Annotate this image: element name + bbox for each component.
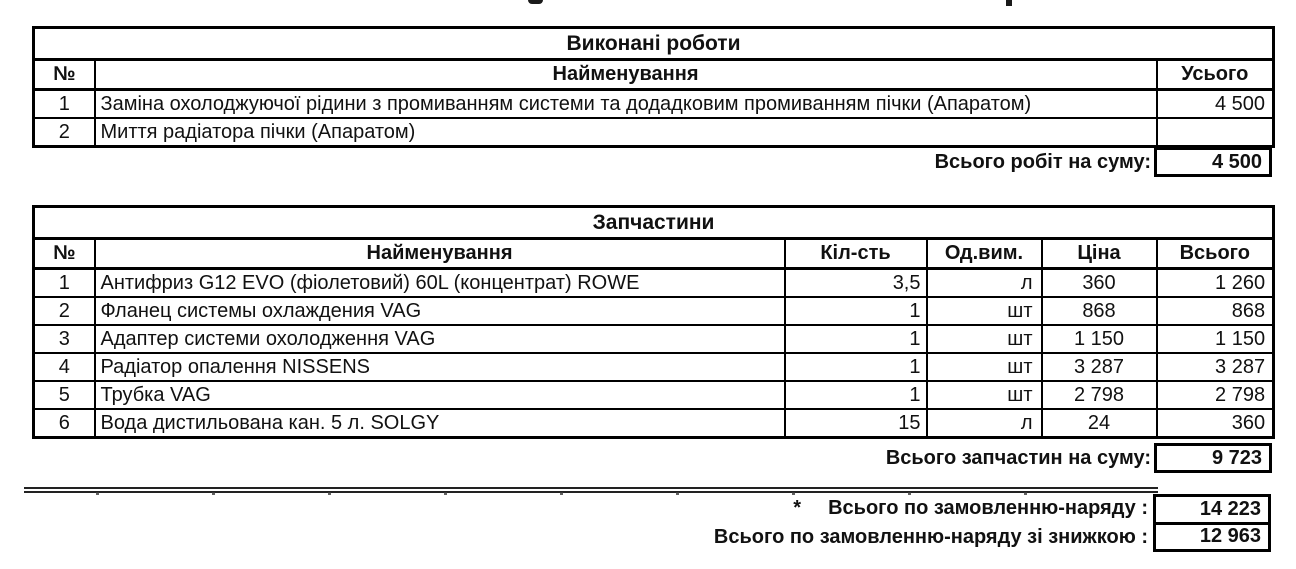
part-row-price: 868 [1042,297,1157,325]
part-row-name: Фланец системы охлаждения VAG [95,297,785,325]
part-row-qty: 1 [785,381,927,409]
work-row-name: Миття радіатора пічки (Апаратом) [95,118,1157,147]
part-row-unit: шт [927,381,1042,409]
table-row [34,381,1274,409]
part-row-unit: л [927,269,1042,298]
cut-off-text-fragment [1006,0,1012,6]
part-row-name: Антифриз G12 EVO (фіолетовий) 60L (концентрат) ROWE [95,269,785,298]
works-table-header-row [34,60,1274,90]
part-row-num: 4 [34,353,95,381]
part-row-unit: шт [927,353,1042,381]
part-row-qty: 15 [785,409,927,438]
parts-table [32,205,1275,439]
parts-col-unit: Од.вим. [927,239,1042,269]
work-row-num: 1 [34,90,95,119]
part-row-num: 6 [34,409,95,438]
work-row-name: Заміна охолоджуючої рідини з промиванням системи та додадковим промиванням пічки (Апаратом) [95,90,1157,119]
grand-total-discount-label-row [32,523,1148,552]
parts-col-total: Всього [1157,239,1274,269]
part-row-name: Адаптер системи охолодження VAG [95,325,785,353]
parts-table-title-row [34,207,1274,239]
table-row [34,118,1274,147]
works-table-title-row [34,28,1274,60]
part-row-price: 24 [1042,409,1157,438]
part-row-total: 868 [1157,297,1274,325]
part-row-total: 360 [1157,409,1274,438]
part-row-qty: 3,5 [785,269,927,298]
grand-total-discount-label: Всього по замовленню-наряду зі знижкою : [713,526,1148,548]
part-row-num: 2 [34,297,95,325]
part-row-qty: 1 [785,353,927,381]
part-row-num: 1 [34,269,95,298]
part-row-qty: 1 [785,325,927,353]
part-row-name: Трубка VAG [95,381,785,409]
parts-total-row [32,443,1272,473]
parts-col-price: Ціна [1042,239,1157,269]
work-row-total [1157,118,1274,147]
part-row-num: 5 [34,381,95,409]
grand-total-values-box [1153,494,1271,552]
part-row-num: 3 [34,325,95,353]
parts-total-value-box: 9 723 [1154,443,1272,473]
grand-total-discount-value: 12 963 [1156,522,1268,550]
table-row [34,269,1274,298]
grand-total-value: 14 223 [1199,497,1261,520]
work-row-total: 4 500 [1157,90,1274,119]
part-row-price: 360 [1042,269,1157,298]
works-col-total: Усього [1157,60,1274,90]
work-row-num: 2 [34,118,95,147]
works-col-name: Найменування [95,60,1157,90]
parts-col-name: Найменування [95,239,785,269]
part-row-price: 3 287 [1042,353,1157,381]
works-table [32,26,1275,148]
part-row-price: 1 150 [1042,325,1157,353]
parts-table-title: Запчастини [34,207,1274,239]
part-row-name: Радіатор опалення NISSENS [95,353,785,381]
table-row [34,353,1274,381]
part-row-total: 3 287 [1157,353,1274,381]
grand-total-label: Всього по замовленню-наряду : [828,497,1148,519]
table-row [34,297,1274,325]
table-row [34,325,1274,353]
works-total-value-box: 4 500 [1154,147,1272,177]
works-col-num: № [34,60,95,90]
part-row-total: 1 260 [1157,269,1274,298]
part-row-unit: л [927,409,1042,438]
parts-table-header-row [34,239,1274,269]
parts-col-qty: Кіл-сть [785,239,927,269]
part-row-unit: шт [927,297,1042,325]
grand-total-label-row [32,494,1148,523]
parts-total-label: Всього запчастин на суму: [885,446,1151,469]
cut-off-text-fragment [528,0,543,4]
works-total-label: Всього робіт на суму: [934,150,1151,173]
part-row-total: 2 798 [1157,381,1274,409]
parts-col-num: № [34,239,95,269]
asterisk-mark: * [793,497,802,519]
part-row-qty: 1 [785,297,927,325]
part-row-price: 2 798 [1042,381,1157,409]
table-row [34,409,1274,438]
works-total-row [32,147,1272,177]
part-row-unit: шт [927,325,1042,353]
part-row-name: Вода дистильована кан. 5 л. SOLGY [95,409,785,438]
part-row-total: 1 150 [1157,325,1274,353]
works-table-title: Виконані роботи [34,28,1274,60]
table-row [34,90,1274,119]
